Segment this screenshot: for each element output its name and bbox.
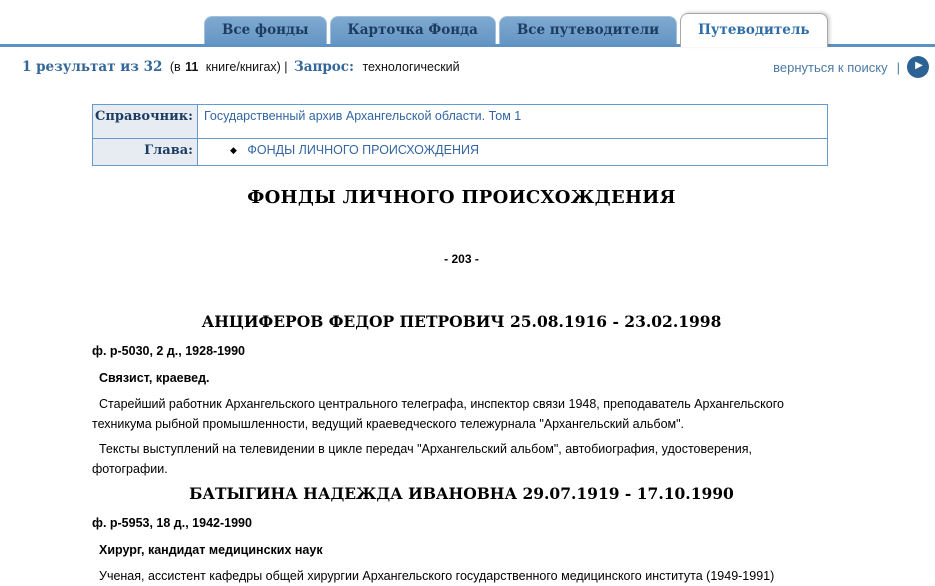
tab-guide-active[interactable]: Путеводитель: [680, 13, 827, 47]
directory-link[interactable]: Государственный архив Архангельской области. Том 1: [203, 109, 522, 123]
back-link-separator: |: [896, 59, 900, 75]
tab-all-fonds[interactable]: Все фонды: [204, 16, 327, 44]
entry-fond-reference: ф. р-5953, 18 д., 1942-1990: [92, 516, 252, 530]
guide-info-table: [92, 104, 828, 166]
entry-occupation: Связист, краевед.: [99, 371, 210, 385]
chapter-label: Глава:: [93, 139, 198, 166]
books-count-prefix: (в: [169, 60, 181, 74]
chapter-link-wrap: [204, 143, 479, 157]
entry-occupation: Хирург, кандидат медицинских наук: [99, 543, 323, 557]
books-count: 11: [185, 60, 199, 74]
directory-label: Справочник:: [93, 105, 198, 139]
results-summary: [22, 58, 460, 76]
entry-paragraph: Ученая, ассистент кафедры общей хирургии Архангельского государственного медицинского института (1949-1991): [99, 569, 775, 583]
results-count: 1 результат из 32: [22, 59, 163, 75]
fond-entry-batygina: [92, 484, 831, 586]
back-to-search-link[interactable]: вернуться к поиску: [773, 59, 888, 75]
results-actions: [773, 56, 931, 78]
tab-fond-card[interactable]: Карточка Фонда: [330, 16, 496, 44]
chapter-value-cell: [197, 139, 827, 166]
results-bar: [0, 47, 935, 87]
books-count-suffix: книге/книгах) |: [205, 60, 288, 74]
chapter-title: ФОНДЫ ЛИЧНОГО ПРОИСХОЖДЕНИЯ: [247, 187, 676, 208]
table-row-directory: [93, 105, 828, 139]
guide-document: [92, 187, 831, 586]
page-number: - 203 -: [444, 252, 479, 266]
tab-bar: [0, 0, 935, 47]
content-area: [92, 104, 831, 586]
query-value: технологический: [362, 60, 460, 74]
tab-all-guides[interactable]: Все путеводители: [499, 16, 677, 44]
entry-fond-reference: ф. р-5030, 2 д., 1928-1990: [92, 344, 245, 358]
forward-arrow-icon: ▶: [915, 60, 923, 71]
chapter-link[interactable]: ФОНДЫ ЛИЧНОГО ПРОИСХОЖДЕНИЯ: [247, 143, 479, 157]
table-row-chapter: [93, 139, 828, 166]
fond-entry-antsiferov: [92, 312, 831, 479]
entry-paragraph: Старейший работник Архангельского центрального телеграфа, инспектор связи 1948, преподаватель Архангельского техникума рыбной промышленности, ведущий краеведческого тележурнала "Архангельский альбом".: [92, 397, 784, 431]
entry-title: БАТЫГИНА НАДЕЖДА ИВАНОВНА 29.07.1919 - 17.10.1990: [189, 484, 734, 503]
forward-arrow-button[interactable]: [907, 56, 929, 78]
query-label: Запрос:: [294, 59, 355, 75]
directory-value-cell: [197, 105, 827, 139]
entry-paragraph: Тексты выступлений на телевидении в цикле передач "Архангельский альбом", автобиография, удостоверения, фотографии.: [92, 442, 752, 476]
entry-title: АНЦИФЕРОВ ФЕДОР ПЕТРОВИЧ 25.08.1916 - 23.02.1998: [201, 312, 722, 331]
diamond-bullet-icon: ◆: [229, 145, 237, 155]
